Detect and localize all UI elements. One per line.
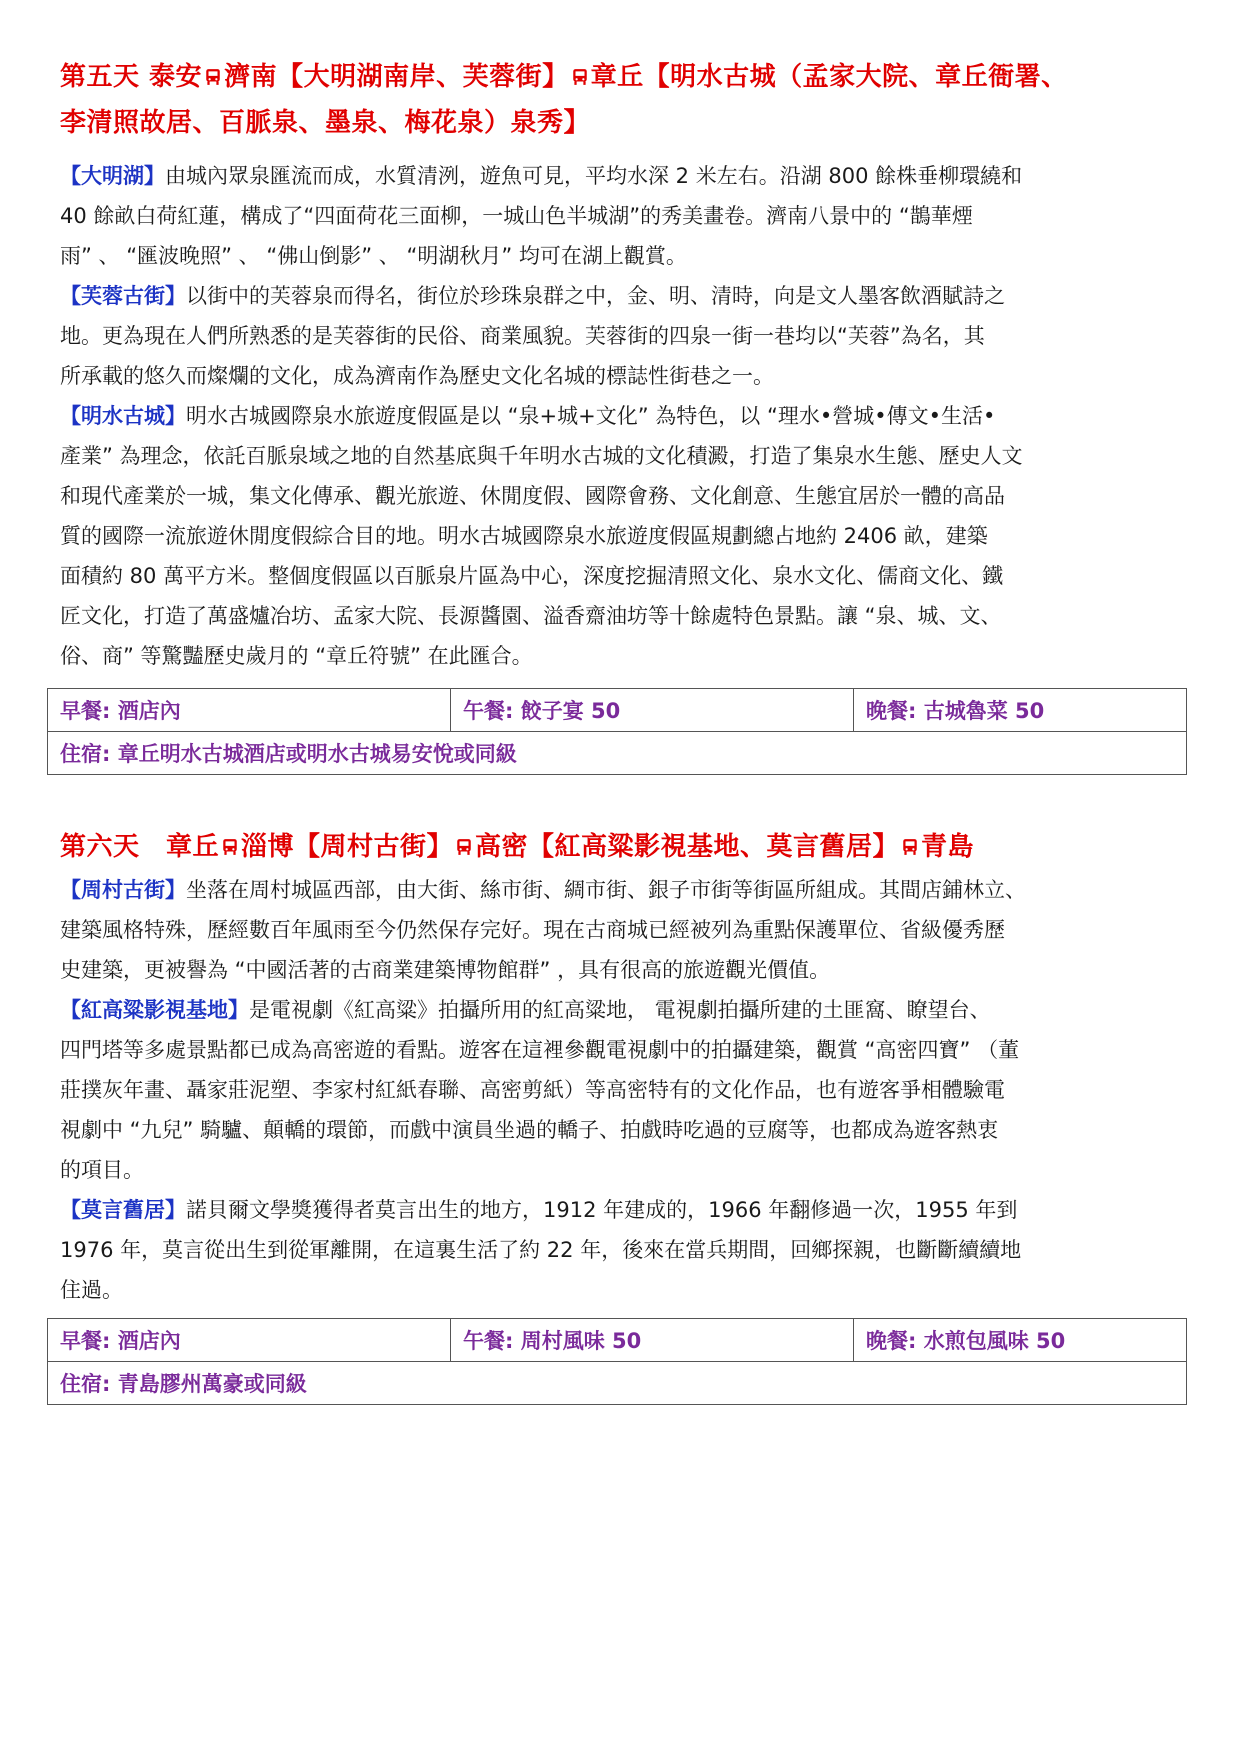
day6-title-part2: 淄博【周村古街】 xyxy=(241,832,454,862)
day5-title-part2: 濟南【大明湖南岸、芙蓉街】 xyxy=(224,62,569,92)
day5-section xyxy=(60,54,1190,676)
text-line: 和現代產業於一城，集文化傳承、觀光旅遊、休閒度假、國際會務、文化創意、生態宜居於一體的高品 xyxy=(60,484,1005,508)
day6-body xyxy=(60,870,1190,1310)
zhoucun-paragraph xyxy=(60,870,1190,990)
bus-icon xyxy=(455,838,473,856)
meals-row xyxy=(48,1319,1187,1362)
day6-title-part1: 第六天 章丘 xyxy=(60,832,220,862)
day5-title-part1: 第五天 泰安 xyxy=(60,62,203,92)
day6-section xyxy=(60,824,1190,1310)
text-line: 以街中的芙蓉泉而得名，街位於珍珠泉群之中，金、明、清時，向是文人墨客飲酒賦詩之 xyxy=(186,284,1005,308)
text-line: 1976 年，莫言從出生到從軍離開，在這裏生活了約 22 年，後來在當兵期間，回鄉探親，也斷斷續續地 xyxy=(60,1238,1022,1262)
text-line: 雨” 、 “匯波晚照” 、 “佛山倒影” 、 “明湖秋月” 均可在湖上觀賞。 xyxy=(60,244,687,268)
bus-icon xyxy=(901,838,919,856)
text-line: 莊撲灰年畫、聶家莊泥塑、李家村紅紙春聯、高密剪紙）等高密特有的文化作品，也有遊客爭相體驗電 xyxy=(60,1078,1005,1102)
furong-paragraph xyxy=(60,276,1190,396)
day6-title xyxy=(60,824,1190,870)
text-line: 的項目。 xyxy=(60,1158,144,1182)
breakfast-cell: 早餐: 酒店內 xyxy=(48,689,451,732)
day5-title xyxy=(60,54,1190,146)
hotel-row xyxy=(48,732,1187,775)
day5-title-part3: 章丘【明水古城（孟家大院、章丘衙署、 xyxy=(590,62,1068,92)
moyan-paragraph xyxy=(60,1190,1190,1310)
day5-title-line2: 李清照故居、百脈泉、墨泉、梅花泉）泉秀】 xyxy=(60,108,591,138)
text-line: 視劇中 “九兒” 騎驢、顛轎的環節，而戲中演員坐過的轎子、拍戲時吃過的豆腐等，也都成為遊客熱衷 xyxy=(60,1118,999,1142)
text-line: 俗、商” 等驚豔歷史歲月的 “章丘符號” 在此匯合。 xyxy=(60,644,533,668)
furong-tag: 【芙蓉古街】 xyxy=(60,284,186,308)
text-line: 明水古城國際泉水旅遊度假區是以 “泉+城+文化” 為特色，以 “理水•營城•傳文•生活• xyxy=(186,404,996,428)
mingshui-paragraph xyxy=(60,396,1190,676)
text-line: 產業” 為理念，依託百脈泉域之地的自然基底與千年明水古城的文化積澱，打造了集泉水生態、歷史人文 xyxy=(60,444,1023,468)
honggaoliang-tag: 【紅高粱影視基地】 xyxy=(60,998,249,1022)
text-line: 住過。 xyxy=(60,1278,123,1302)
bus-icon xyxy=(221,838,239,856)
hotel-cell: 住宿: 青島膠州萬豪或同級 xyxy=(48,1362,1187,1405)
bus-icon xyxy=(204,68,222,86)
text-line: 面積約 80 萬平方米。整個度假區以百脈泉片區為中心，深度挖掘清照文化、泉水文化、儒商文化、鐵 xyxy=(60,564,1004,588)
text-line: 諾貝爾文學獎獲得者莫言出生的地方，1912 年建成的，1966 年翻修過一次，1955 年到 xyxy=(186,1198,1018,1222)
day5-meals-table xyxy=(47,688,1187,775)
day6-meals-table xyxy=(47,1318,1187,1405)
bus-icon xyxy=(571,68,589,86)
text-line: 四門塔等多處景點都已成為高密遊的看點。遊客在這裡參觀電視劇中的拍攝建築，觀賞 “高密四寶” （董 xyxy=(60,1038,1020,1062)
text-line: 坐落在周村城區西部，由大街、絲市街、綢市街、銀子市街等街區所組成。其間店鋪林立、 xyxy=(186,878,1026,902)
day5-body xyxy=(60,156,1190,676)
text-line: 是電視劇《紅高粱》拍攝所用的紅高粱地， 電視劇拍攝所建的土匪窩、瞭望台、 xyxy=(249,998,991,1022)
honggaoliang-paragraph xyxy=(60,990,1190,1190)
moyan-tag: 【莫言舊居】 xyxy=(60,1198,186,1222)
mingshui-tag: 【明水古城】 xyxy=(60,404,186,428)
zhoucun-tag: 【周村古街】 xyxy=(60,878,186,902)
hotel-row xyxy=(48,1362,1187,1405)
meals-row xyxy=(48,689,1187,732)
day6-title-part4: 青島 xyxy=(921,832,975,862)
text-line: 質的國際一流旅遊休閒度假綜合目的地。明水古城國際泉水旅遊度假區規劃總占地約 2406 畝，建築 xyxy=(60,524,988,548)
day6-title-part3: 高密【紅高粱影視基地、莫言舊居】 xyxy=(475,832,900,862)
text-line: 匠文化，打造了萬盛爐冶坊、孟家大院、長源醬園、溢香齋油坊等十餘處特色景點。讓 “泉、城、文、 xyxy=(60,604,1002,628)
daminghu-tag: 【大明湖】 xyxy=(60,164,165,188)
breakfast-cell: 早餐: 酒店內 xyxy=(48,1319,451,1362)
text-line: 建築風格特殊，歷經數百年風雨至今仍然保存完好。現在古商城已經被列為重點保護單位、省級優秀歷 xyxy=(60,918,1005,942)
dinner-cell: 晚餐: 水煎包風味 50 xyxy=(854,1319,1187,1362)
text-line: 40 餘畝白荷紅蓮，構成了“四面荷花三面柳，一城山色半城湖”的秀美畫卷。濟南八景中的 “鵲華煙 xyxy=(60,204,973,228)
dinner-cell: 晚餐: 古城魯菜 50 xyxy=(854,689,1187,732)
text-line: 地。更為現在人們所熟悉的是芙蓉街的民俗、商業風貌。芙蓉街的四泉一街一巷均以“芙蓉”為名，其 xyxy=(60,324,985,348)
text-line: 由城內眾泉匯流而成，水質清洌，遊魚可見，平均水深 2 米左右。沿湖 800 餘株垂柳環繞和 xyxy=(165,164,1023,188)
lunch-cell: 午餐: 周村風味 50 xyxy=(451,1319,854,1362)
daminghu-paragraph xyxy=(60,156,1190,276)
hotel-cell: 住宿: 章丘明水古城酒店或明水古城易安悅或同級 xyxy=(48,732,1187,775)
text-line: 所承載的悠久而燦爛的文化，成為濟南作為歷史文化名城的標誌性街巷之一。 xyxy=(60,364,774,388)
lunch-cell: 午餐: 餃子宴 50 xyxy=(451,689,854,732)
text-line: 史建築，更被譽為 “中國活著的古商業建築博物館群” ，具有很高的旅遊觀光價值。 xyxy=(60,958,831,982)
